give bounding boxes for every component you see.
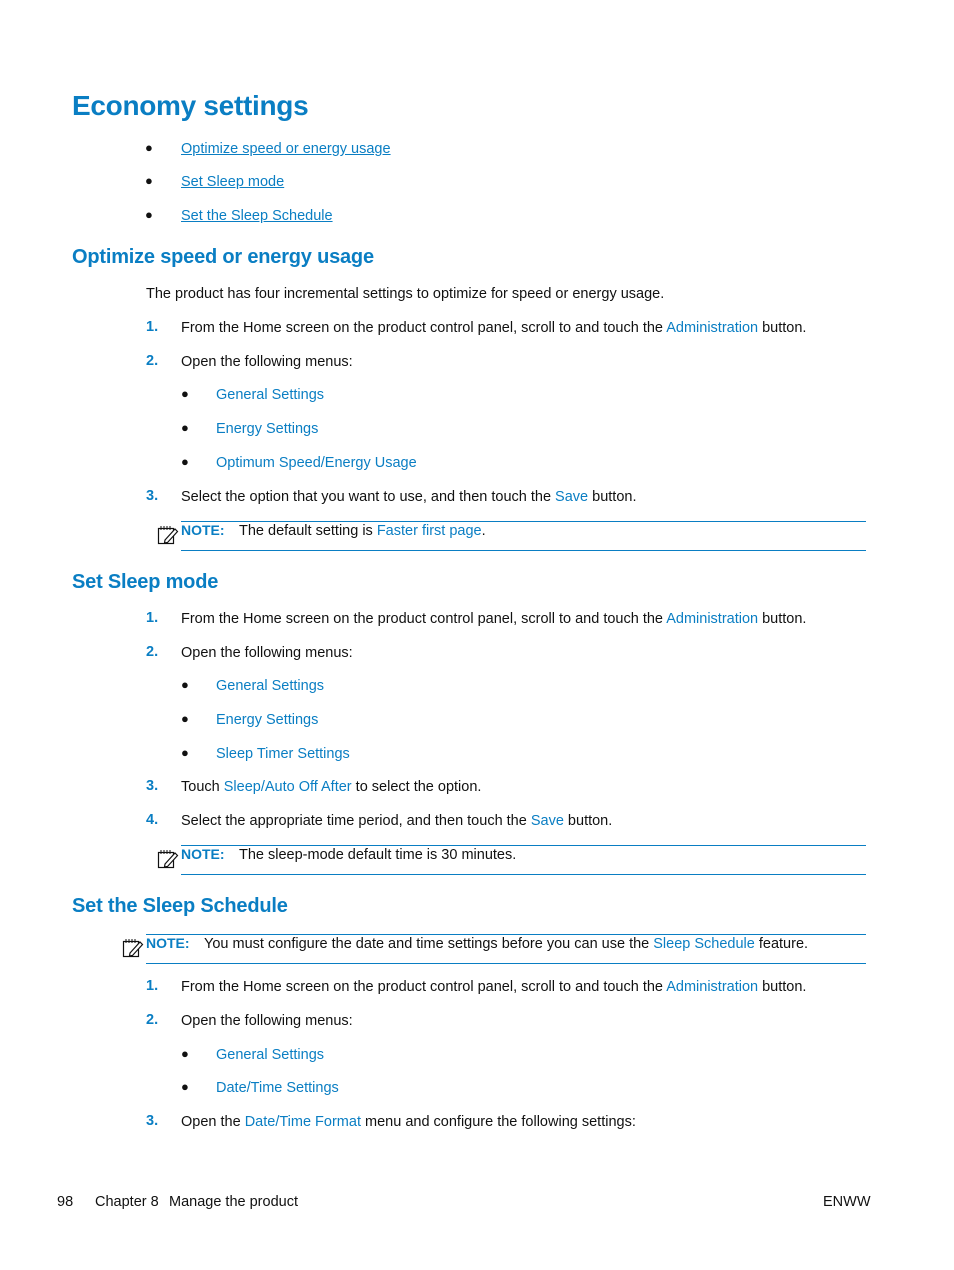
note-text-pre: You must configure the date and time settings before you can use the [204,936,654,952]
note-text-post: feature. [754,936,809,952]
step-text [181,812,612,830]
step-number: 2. [146,353,159,369]
toc-link-optimize[interactable]: Optimize speed or energy usage [181,141,391,157]
step-text-pre: Open the [181,1114,245,1130]
note-label: NOTE: [181,846,225,862]
footer-chapter: Chapter 8 [95,1194,159,1210]
toc-link-sleep-schedule[interactable]: Set the Sleep Schedule [181,208,333,224]
step-text-post: button. [758,979,807,995]
ui-term: Administration [666,320,759,336]
ui-term: Sleep Schedule [653,936,755,952]
ui-term: Save [530,813,564,829]
note-text [204,935,808,953]
bullet: ● [145,173,153,188]
step-text: Open the following menus: [181,354,353,370]
step-number: 2. [146,644,159,660]
section-heading-sleep-mode: Set Sleep mode [72,571,219,593]
page-title: Economy settings [72,90,309,121]
step-text [181,978,806,996]
bullet: ● [181,454,189,469]
note-text: The sleep-mode default time is 30 minutes. [239,847,517,863]
step-text-pre: From the Home screen on the product control panel, scroll to and touch the [181,611,667,627]
note-pencil-icon [157,849,179,869]
step-text-post: button. [758,611,807,627]
bullet: ● [181,386,189,401]
step-number: 3. [146,1113,159,1129]
step-text [181,1113,636,1131]
step-text: Open the following menus: [181,645,353,661]
menu-item: General Settings [216,678,325,694]
step-number: 3. [146,488,159,504]
step-number: 1. [146,978,159,994]
menu-item: Date/Time Settings [216,1080,339,1096]
step-text-post: to select the option. [351,779,482,795]
bullet: ● [181,711,189,726]
bullet: ● [181,420,189,435]
step-text-pre: From the Home screen on the product control panel, scroll to and touch the [181,979,667,995]
ui-term: Administration [666,611,759,627]
note-label: NOTE: [146,935,190,951]
footer-chapter-title: Manage the product [169,1194,298,1210]
bullet: ● [181,1046,189,1061]
note-label: NOTE: [181,522,225,538]
menu-item: Energy Settings [216,712,319,728]
note-text [239,522,486,540]
step-number: 1. [146,610,159,626]
menu-item: Energy Settings [216,421,319,437]
ui-term: Date/Time Format [244,1114,361,1130]
note-pencil-icon [122,938,144,958]
step-text-pre: Select the option that you want to use, and then touch the [181,489,556,505]
ui-term: Sleep/Auto Off After [223,779,352,795]
section-heading-optimize: Optimize speed or energy usage [72,246,374,268]
section-heading-sleep-schedule: Set the Sleep Schedule [72,895,288,917]
step-text-pre: Touch [181,779,224,795]
note-pencil-icon [157,525,179,545]
step-text-post: button. [563,813,613,829]
menu-item: Optimum Speed/Energy Usage [216,455,417,471]
step-text [181,488,636,506]
bullet: ● [145,140,153,155]
page-number: 98 [57,1194,74,1210]
bullet: ● [145,207,153,222]
step-text-post: button. [588,489,637,505]
section-intro: The product has four incremental settings to optimize for speed or energy usage. [146,286,665,302]
footer-locale: ENWW [823,1194,871,1210]
menu-item: General Settings [216,387,325,403]
step-text-post: button. [758,320,807,336]
toc-link-sleep-mode[interactable]: Set Sleep mode [181,174,285,190]
step-number: 3. [146,778,159,794]
step-text-pre: Select the appropriate time period, and then touch the [181,813,531,829]
bullet: ● [181,677,189,692]
menu-item: Sleep Timer Settings [216,746,350,762]
step-text [181,610,806,628]
note-text-post: . [481,523,486,539]
menu-item: General Settings [216,1047,325,1063]
step-text-post: menu and configure the following settings: [360,1114,636,1130]
step-text [181,319,806,337]
step-number: 4. [146,812,159,828]
step-number: 1. [146,319,159,335]
bullet: ● [181,1079,189,1094]
step-text: Open the following menus: [181,1013,353,1029]
ui-term: Administration [666,979,759,995]
step-text [181,778,481,796]
step-text-pre: From the Home screen on the product control panel, scroll to and touch the [181,320,667,336]
ui-term: Save [555,489,589,505]
step-number: 2. [146,1012,159,1028]
note-text-pre: The default setting is [239,523,377,539]
bullet: ● [181,745,189,760]
ui-term: Faster first page [376,523,482,539]
